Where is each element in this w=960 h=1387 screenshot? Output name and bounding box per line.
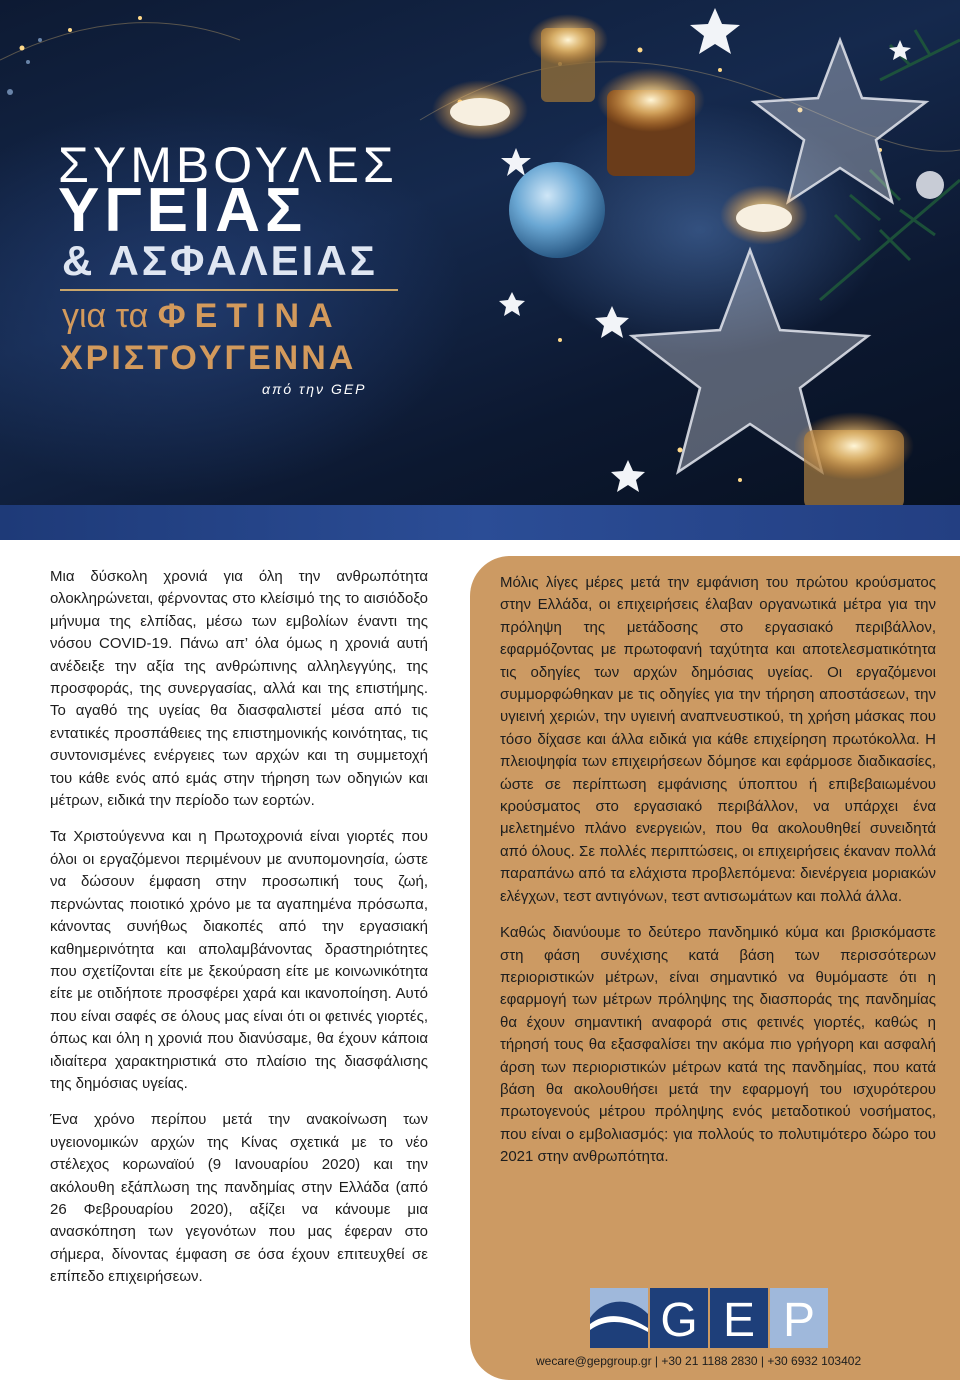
logo-letter-p: P (782, 1294, 816, 1347)
title-divider (60, 289, 398, 291)
hero-bottom-band (0, 505, 960, 540)
logo-letter-e: E (722, 1294, 756, 1347)
left-paragraph-1: Μια δύσκολη χρονιά για όλη την ανθρωπότητα ολοκληρώνεται, φέρνοντας στο κλείσιμό της το αισιόδοξο μήνυμα της ελπίδας, μέσω των εμβολίων έναντι της νόσου COVID-19. Πάνω απ’ όλα όμως η χρονιά αυτή ανέδειξε την αξία της ανθρώπινης αλληλεγγύης, της προσφοράς, της συνεργασίας, αλλά και της επιστήμης. Το αγαθό της υγείας θα διασφαλιστεί μέσα από τις εντατικές προσπάθειες της επιστημονικής κοινότητας, τις συντονισμένες ενέργειες των αρχών και τη συμμετοχή του κάθε ενός από εμάς στην τήρηση των οδηγιών και μέτρων, ειδικά την περίοδο των εορτών. (50, 568, 428, 810)
title-line-3: & ΑΣΦΑΛΕΙΑΣ (62, 237, 378, 284)
left-column (50, 566, 428, 1303)
title-line-2: ΥΓΕΙΑΣ (58, 176, 308, 245)
subtitle-prefix: για τα (62, 297, 149, 335)
subtitle-line-1 (62, 296, 342, 336)
wave-mark-icon (590, 1288, 648, 1348)
right-column (500, 572, 936, 1183)
left-paragraph-2: Τα Χριστούγεννα και η Πρωτοχρονιά είναι γιορτές που όλοι οι εργαζόμενοι περιμένουν με ανυπομονησία, ώστε να δώσουν έμφαση στην προσωπική τους ζωή, περνώντας ποιοτικό χρόνο με τα αγαπημένα πρόσωπα, κάνοντας συνήθως διακοπές από την εργασιακή καθημερινότητα και απολαμβάνοντας δραστηριότητες που σχετίζονται είτε με ξεκούραση είτε με κοινωνικότητα είτε με οτιδήποτε προσφέρει χαρά και ικανοποίηση. Αυτό που είναι σαφές σε όλους μας είναι ότι οι φετινές γιορτές, όπως και όλη η χρονιά που διανύσαμε, θα έχουν κάποια ιδιαίτερα χαρακτηριστικά στο πλαίσιο της διασφάλισης της δημόσιας υγείας. (50, 828, 428, 1092)
right-paragraph-1: Μόλις λίγες μέρες μετά την εμφάνιση του πρώτου κρούσματος στην Ελλάδα, οι επιχειρήσεις έλαβαν οργανωτικά μέτρα για την πρόληψη της μετάδοσης στο εργασιακό περιβάλλον, εφαρμόζοντας με πρωτοφανή ταχύτητα και αποτελεσματικότητα τις οδηγίες των αρχών δημόσιας υγείας. Οι εργαζόμενοι συμμορφώθηκαν με τις οδηγίες για την τήρηση αποστάσεων, την υγιεινή χεριών, την υγιεινή αναπνευστικού, τη χρήση μάσκας που τόσο δίχασε και άλλα ειδικά για κάθε επιχείρηση πρωτόκολλα. Η πλειοψηφία των επιχειρήσεων δόμησε και εφάρμοσε διαδικασίες, ώστε σε περίπτωση εμφάνισης ύποπτου ή επιβεβαιωμένου κρούσματος στο εργασιακό περιβάλλον, να υπάρχει ένα μελετημένο πλάνο ενεργειών, που θα ακολουθηθεί συνειδητά από όλους. Σε πολλές περιπτώσεις, οι επιχειρήσεις έκαναν πολλά παραπάνω από τα ελάχιστα προβλεπόμενα: διενέργεια μοριακών ελέγχων, τεστ αντιγόνων, τεστ αντισωμάτων και πολλά άλλα. (500, 574, 936, 905)
right-paragraph-2: Καθώς διανύουμε το δεύτερο πανδημικό κύμα και βρισκόμαστε στη φάση συνέχισης κατά βάση των περισσότερων περιοριστικών μέτρων, είναι σημαντικό να θυμόμαστε ότι η εφαρμογή των μέτρων πρόληψης της διασποράς της πανδημίας θα έχουν σημαντική αναφορά στις φετινές γιορτές, καθώς η τήρησή τους θα εξασφαλίσει την ακόμα πιο γρήγορη και ασφαλή άρση των περιοριστικών μέτρων κατά της πανδημίας, που κατά βάση θα ακολουθήσει μετά την εφαρμογή του ισχυρότερου πρωτογενούς μέτρου πρόληψης ενός μεταδοτικού νοσήματος, που είναι ο εμβολιασμός: για πολλούς το πολυτιμότερο δώρο του 2021 στην ανθρωπότητα. (500, 924, 936, 1166)
contact-info[interactable]: wecare@gepgroup.gr | +30 21 1188 2830 | +30 6932 103402 (536, 1354, 862, 1368)
subtitle-bold: ΦΕΤΙΝΑ (157, 297, 342, 335)
gep-logo (590, 1288, 828, 1348)
subtitle-line-2: ΧΡΙΣΤΟΥΓΕΝΝΑ (60, 339, 357, 377)
left-paragraph-3: Ένα χρόνο περίπου μετά την ανακοίνωση των υγειονομικών αρχών της Κίνας σχετικά με το νέο στέλεχος κορωναϊού (9 Ιανουαρίου 2020) και την ακόλουθη εξάπλωση της πανδημίας στην Ελλάδα (από 26 Φεβρουαρίου 2020), αξίζει να κάνουμε μια ανασκόπηση των γεγονότων που μας έφεραν στο σήμερα, δίνοντας έμφαση σε όσα έχουν επιτευχθεί σε επίπεδο επιχειρήσεων. (50, 1111, 428, 1286)
hero-banner (0, 0, 960, 540)
logo-letter-g: G (660, 1294, 698, 1347)
title-line-1: ΣΥΜΒΟΥΛΕΣ (58, 137, 398, 193)
byline: από την GEP (262, 381, 367, 397)
